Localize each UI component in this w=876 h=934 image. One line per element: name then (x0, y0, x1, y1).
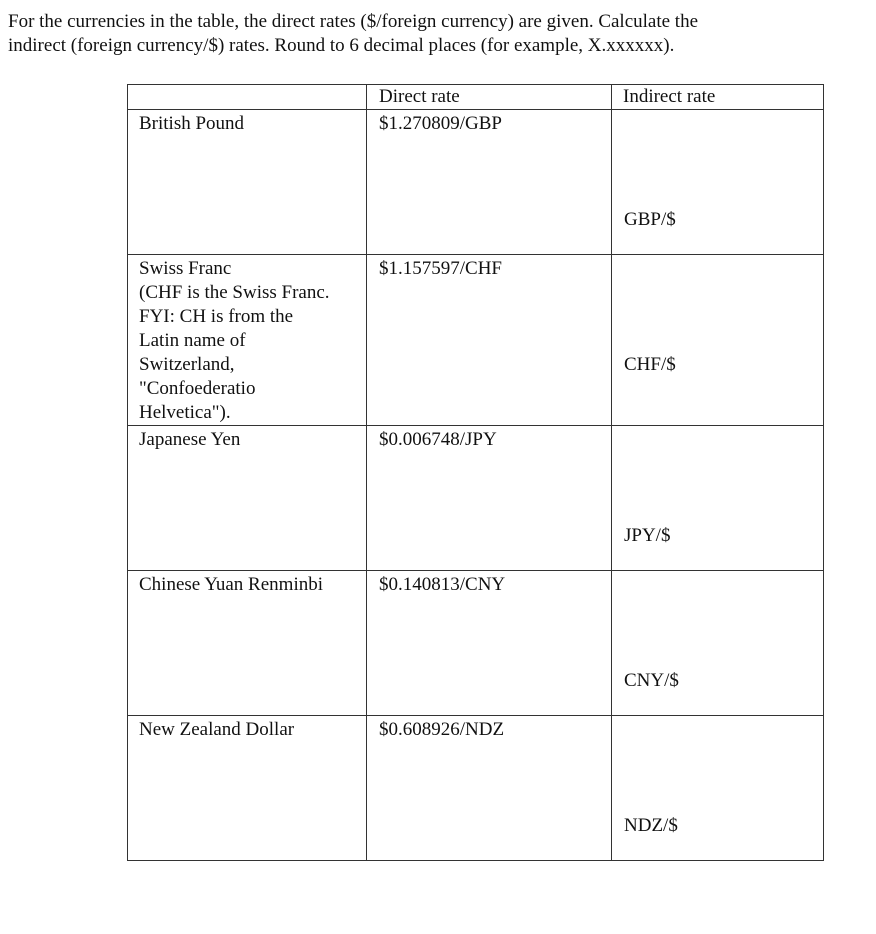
indirect-rate-answer-cell[interactable] (612, 571, 824, 716)
indirect-rate-answer-cell[interactable] (612, 716, 824, 861)
table-header-row (128, 85, 824, 110)
currency-name (128, 426, 367, 571)
indirect-rate-answer-cell[interactable] (612, 110, 824, 255)
currency-name-line: (CHF is the Swiss Franc. (139, 282, 330, 303)
currency-name (128, 255, 367, 426)
table-row (128, 716, 824, 861)
question-text (8, 10, 868, 58)
currency-name-line: British Pound (139, 113, 245, 134)
question-line-1: For the currencies in the table, the direct rates ($/foreign currency) are given. Calculate the (8, 11, 699, 32)
direct-rate: $0.006748/JPY (367, 426, 612, 571)
currency-name (128, 110, 367, 255)
direct-rate: $0.608926/NDZ (367, 716, 612, 861)
direct-rate: $1.270809/GBP (367, 110, 612, 255)
header-currency (128, 85, 367, 110)
currency-name-line: Chinese Yuan Renminbi (139, 574, 323, 595)
exchange-rate-table (127, 84, 824, 861)
header-indirect-rate: Indirect rate (612, 85, 824, 110)
currency-name-line: "Confoederatio (139, 378, 256, 399)
currency-name-line: New Zealand Dollar (139, 719, 295, 740)
currency-name-line: Latin name of (139, 330, 246, 351)
table-row (128, 426, 824, 571)
indirect-rate-unit: CHF/$ (624, 354, 676, 375)
table-row (128, 255, 824, 426)
table-row (128, 571, 824, 716)
currency-name (128, 571, 367, 716)
indirect-rate-unit: GBP/$ (624, 209, 676, 230)
indirect-rate-answer-cell[interactable] (612, 255, 824, 426)
direct-rate: $1.157597/CHF (367, 255, 612, 426)
indirect-rate-unit: JPY/$ (624, 525, 671, 546)
currency-name-line: Japanese Yen (139, 429, 241, 450)
currency-name-line: Helvetica"). (139, 402, 231, 423)
question-line-2: indirect (foreign currency/$) rates. Round to 6 decimal places (for example, X.xxxxxx). (8, 35, 675, 56)
table-row (128, 110, 824, 255)
header-direct-rate: Direct rate (367, 85, 612, 110)
currency-name-line: Swiss Franc (139, 258, 232, 279)
currency-name-line: FYI: CH is from the (139, 306, 294, 327)
indirect-rate-unit: NDZ/$ (624, 815, 678, 836)
indirect-rate-answer-cell[interactable] (612, 426, 824, 571)
direct-rate: $0.140813/CNY (367, 571, 612, 716)
currency-name-line: Switzerland, (139, 354, 235, 375)
indirect-rate-unit: CNY/$ (624, 670, 679, 691)
currency-name (128, 716, 367, 861)
